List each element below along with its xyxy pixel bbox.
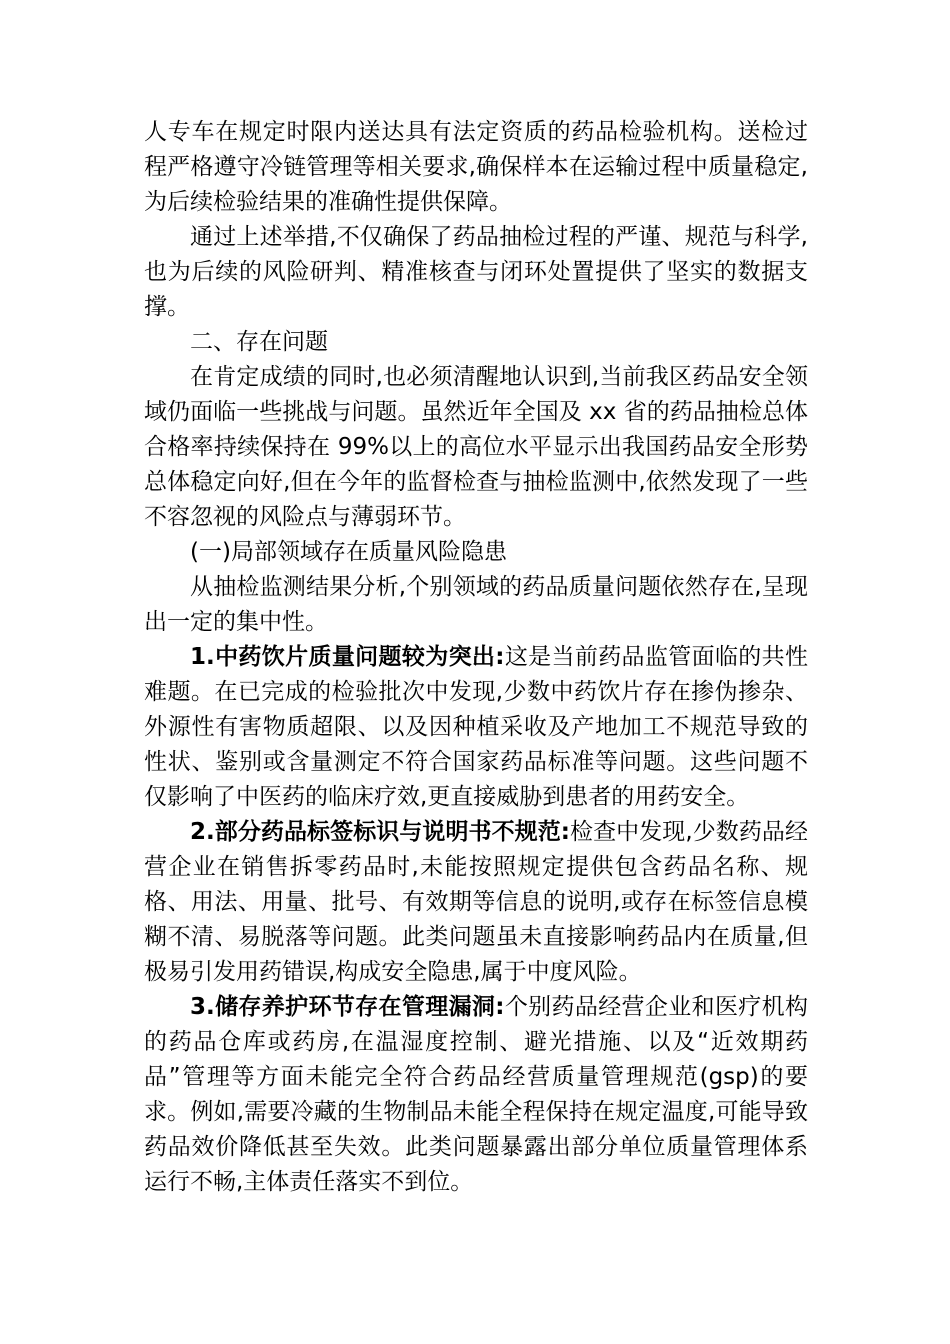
paragraph-text: 人专车在规定时限内送达具有法定资质的药品检验机构。送检过程严格遵守冷链管理等相关要求,确保样本在运输过程中质量稳定,为后续检验结果的准确性提供保障。 bbox=[144, 119, 808, 215]
item-lead-text: 1.中药饮片质量问题较为突出: bbox=[190, 644, 505, 670]
paragraph-measures-summary bbox=[144, 220, 808, 325]
subsection-heading-quality-risk bbox=[144, 535, 808, 570]
paragraph-labeling-issue bbox=[144, 815, 808, 990]
paragraph-challenges bbox=[144, 360, 808, 535]
paragraph-text: 通过上述举措,不仅确保了药品抽检过程的严谨、规范与科学,也为后续的风险研判、精准核查与闭环处置提供了坚实的数据支撑。 bbox=[144, 224, 808, 320]
paragraph-text: 在肯定成绩的同时,也必须清醒地认识到,当前我区药品安全领域仍面临一些挑战与问题。虽然近年全国及 xx 省的药品抽检总体合格率持续保持在 99%以上的高位水平显示出我国药品安全形势总体稳定向好,但在今年的监督检查与抽检监测中,依然发现了一些不容忽视的风险点与薄弱环节。 bbox=[144, 364, 808, 530]
paragraph-herbal-pieces-issue bbox=[144, 640, 808, 815]
heading-text: 二、存在问题 bbox=[190, 329, 328, 355]
paragraph-text: 这是当前药品监管面临的共性难题。在已完成的检验批次中发现,少数中药饮片存在掺伪掺杂、外源性有害物质超限、以及因种植采收及产地加工不规范导致的性状、鉴别或含量测定不符合国家药品标准等问题。这些问题不仅影响了中医药的临床疗效,更直接威胁到患者的用药安全。 bbox=[144, 644, 808, 810]
paragraph-storage-issue bbox=[144, 990, 808, 1200]
paragraph-text: 从抽检监测结果分析,个别领域的药品质量问题依然存在,呈现出一定的集中性。 bbox=[144, 574, 808, 635]
paragraph-sample-delivery bbox=[144, 115, 808, 220]
paragraph-monitoring-analysis bbox=[144, 570, 808, 640]
paragraph-text: 个别药品经营企业和医疗机构的药品仓库或药房,在温湿度控制、避光措施、以及“近效期药品”管理等方面未能完全符合药品经营质量管理规范(gsp)的要求。例如,需要冷藏的生物制品未能全程保持在规定温度,可能导致药品效价降低甚至失效。此类问题暴露出部分单位质量管理体系运行不畅,主体责任落实不到位。 bbox=[144, 994, 808, 1195]
document-body bbox=[144, 115, 808, 1200]
item-lead-text: 2.部分药品标签标识与说明书不规范: bbox=[190, 819, 570, 845]
paragraph-text: 检查中发现,少数药品经营企业在销售拆零药品时,未能按照规定提供包含药品名称、规格、用法、用量、批号、有效期等信息的说明,或存在标签信息模糊不清、易脱落等问题。此类问题虽未直接影响药品内在质量,但极易引发用药错误,构成安全隐患,属于中度风险。 bbox=[144, 819, 808, 985]
heading-text: (一)局部领域存在质量风险隐患 bbox=[190, 539, 507, 565]
section-heading-problems bbox=[144, 325, 808, 360]
item-lead-text: 3.储存养护环节存在管理漏洞: bbox=[190, 994, 505, 1020]
